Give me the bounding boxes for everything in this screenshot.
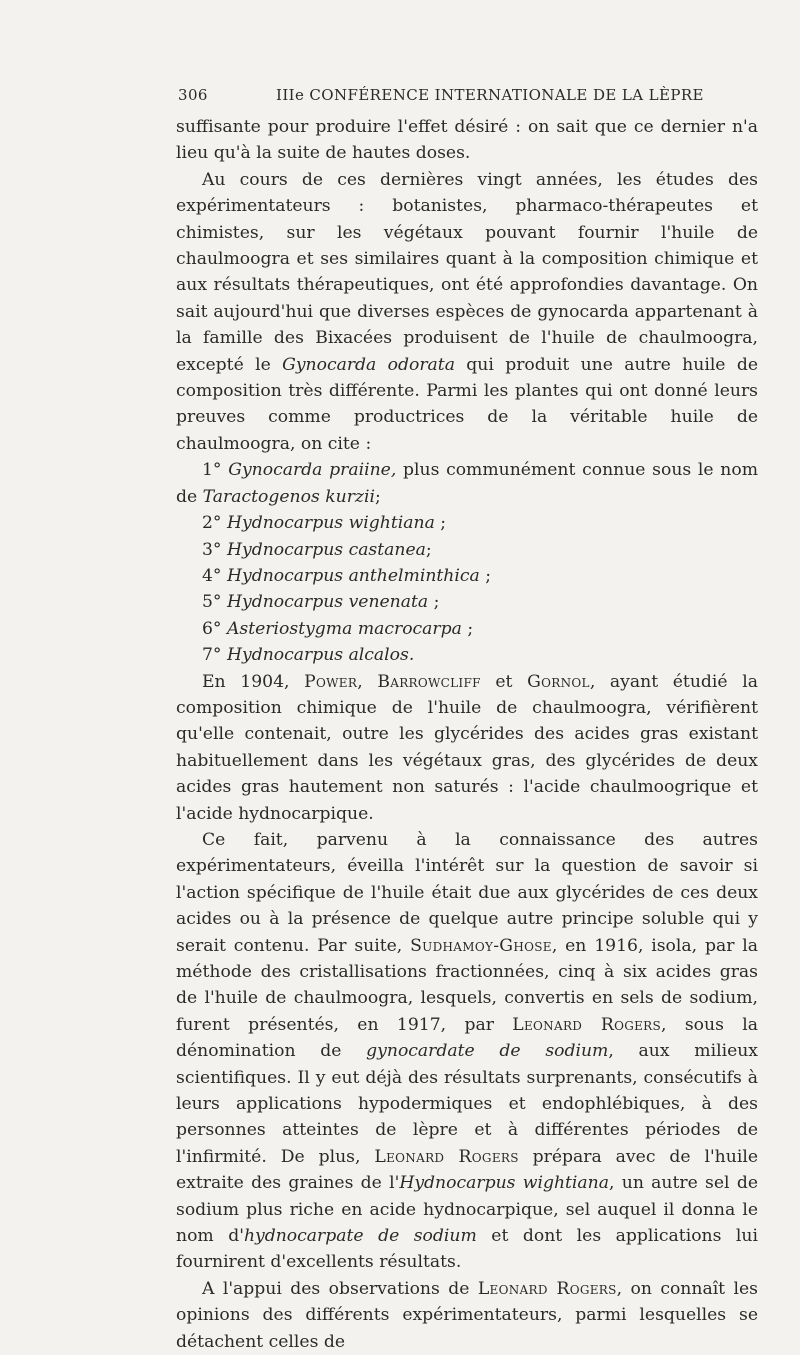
text-run: qui produit une autre huile de composition très différente. Parmi les plantes qui ont donné leurs preuves comme productrices de la véritable huile de chaulmoogra, on cite : (176, 354, 758, 454)
list-item (176, 563, 758, 589)
list-item (176, 510, 758, 536)
species-name: Gynocarda praiine, (228, 460, 397, 481)
author-name: Leonard Rogers (512, 1014, 662, 1035)
author-name: Barrowcliff (377, 671, 481, 692)
page-body (176, 114, 758, 1355)
text-run: et (480, 671, 528, 692)
species-name: Gynocarda odorata (282, 354, 455, 375)
species-name: Taractogenos kurzii (202, 486, 375, 507)
list-item (176, 616, 758, 642)
list-item (176, 589, 758, 615)
text-run: et dont les applications lui fournirent d'excellents résultats. (176, 1226, 758, 1273)
text-run: plus communément connue sous le nom de (176, 460, 758, 507)
text-run: ; (461, 618, 474, 639)
text-run: ; (428, 592, 440, 613)
author-name: Sudhamoy-Ghose (410, 935, 552, 956)
paragraph-composition (176, 669, 758, 827)
text-run: prépara avec de l'huile extraite des graines de l' (176, 1146, 758, 1194)
list-number: 4° (202, 565, 227, 586)
author-name: Leonard Rogers (374, 1146, 519, 1167)
species-name: Hydnocarpus wightiana (399, 1173, 609, 1194)
text-run: , un autre sel de sodium plus riche en acide hydnocarpique, sel auquel il donna le nom d' (176, 1173, 759, 1247)
text-run: , on connaît les opinions des différents expérimentateurs, parmi lesquelles se détachent celles de (176, 1278, 758, 1352)
text-run: , aux milieux scientifiques. Il y eut déjà des résultats surprenants, consécutifs à leurs applications hypodermiques et endophlébiques, à des personnes atteintes de lèpre et à différentes périodes de l'infirmité. De plus, (176, 1041, 759, 1167)
species-name: Hydnocarpus alcalos. (227, 645, 415, 666)
text-run: , ayant étudié la composition chimique de l'huile de chaulmoogra, vérifièrent qu'elle contenait, outre les glycérides des acides gras existant habituellement dans les végétaux gras, des glycérides de deux acides gras hautement non saturés : l'acide chaulmoogrique et l'acide hydnocarpique. (176, 671, 758, 824)
text-run: , (357, 671, 378, 692)
list-item (176, 457, 758, 510)
compound-name: hydnocarpate de sodium (243, 1226, 477, 1247)
text-run: Ce fait, parvenu à la connaissance des autres expérimentateurs, éveilla l'intérêt sur la question de savoir si l'action spécifique de l'huile était due aux glycérides de ces deux acides ou à la présence de quelque autre principe soluble qui y serait contenu. Par suite, (176, 829, 758, 956)
paragraph-plants-intro (176, 167, 758, 457)
author-name: Power (304, 671, 358, 692)
page-header (178, 86, 758, 106)
species-name: Hydnocarpus anthelminthica (227, 565, 480, 586)
author-name: Leonard Rogers (477, 1278, 617, 1299)
running-title: IIIe CONFÉRENCE INTERNATIONALE DE LA LÈPRE (276, 86, 704, 104)
list-number: 6° (202, 618, 227, 639)
text-run: ; (425, 539, 432, 560)
list-number: 7° (202, 645, 227, 666)
text-run: ; (375, 486, 381, 507)
text-run: En 1904, (202, 671, 305, 692)
text-run: A l'appui des observations de (202, 1278, 478, 1299)
author-name: Gornol (527, 671, 590, 692)
list-number: 2° (202, 513, 227, 534)
compound-name: gynocardate de sodium (366, 1041, 609, 1062)
text-run: Au cours de ces dernières vingt années, les études des expérimentateurs : botanistes, pharmaco-thérapeutes et chimistes, sur les végétaux pouvant fournir l'huile de chaulmoogra et ses similaires quant à la composition chimique et aux résultats thérapeutiques, ont été approfondies davantage. On sait aujourd'hui que diverses espèces de gynocarda appartenant à la famille des Bixacées produisent de l'huile de chaulmoogra, excepté le (176, 169, 758, 375)
page-number: 306 (178, 86, 208, 104)
list-number: 5° (202, 592, 227, 613)
text-run: , sous la dénomination de (176, 1014, 758, 1062)
list-item (176, 537, 758, 563)
list-number: 3° (202, 539, 227, 560)
species-name: Asteriostygma macrocarpa (227, 618, 462, 639)
text-run: ; (434, 513, 447, 534)
text-run: , en 1916, isola, par la méthode des cristallisations fractionnées, cinq à six acides gras de l'huile de chaulmoogra, lesquels, convertis en sels de sodium, furent présentés, en 1917, par (176, 935, 758, 1035)
species-name: Hydnocarpus wightiana (227, 513, 435, 534)
list-number: 1° (202, 460, 229, 481)
species-name: Hydnocarpus venenata (227, 592, 429, 613)
paragraph-opinions (176, 1276, 758, 1355)
species-name: Hydnocarpus castanea (227, 539, 426, 560)
paragraph-sodium-salts (176, 827, 758, 1276)
text-run: ; (479, 565, 492, 586)
list-item (176, 642, 758, 668)
paragraph-continuation: suffisante pour produire l'effet désiré : on sait que ce dernier n'a lieu qu'à la suite de hautes doses. (176, 117, 758, 164)
